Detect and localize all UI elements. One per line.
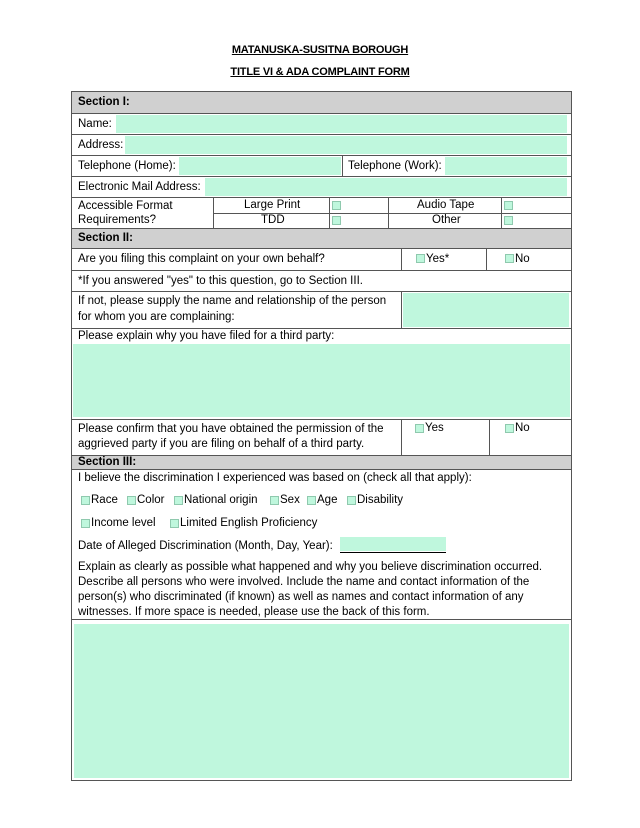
own-behalf-question: Are you filing this complaint on your own behalf? [78,253,325,265]
section-3-header [72,456,571,470]
believe-text: I believe the discrimination I experienced was based on (check all that apply): [78,472,472,484]
large-print-label: Large Print [244,199,301,211]
age-checkbox[interactable] [307,496,316,505]
color-checkbox[interactable] [127,496,136,505]
address-label: Address: [78,139,124,151]
own-behalf-yes-label: Yes* [426,253,450,265]
email-input[interactable] [205,178,567,196]
age-label: Age [317,494,338,506]
lep-checkbox[interactable] [170,519,179,528]
accessible-format-row [72,198,571,229]
phone-home-label: Telephone (Home): [78,160,176,172]
if-not-line-1: If not, please supply the name and relationship of the person [78,295,387,307]
if-not-line-2: for whom you are complaining: [78,311,235,323]
national-origin-label: National origin [184,494,258,506]
divider [401,249,402,270]
section-1-heading: Section I: [78,96,130,108]
phone-home-input[interactable] [179,157,341,175]
email-row [72,177,571,198]
other-checkbox[interactable] [504,216,513,225]
divider [342,156,343,176]
accessible-label-2: Requirements? [78,214,156,226]
explain-third-party-input[interactable] [73,344,570,417]
tdd-label: TDD [261,214,285,226]
email-label: Electronic Mail Address: [78,181,201,193]
audio-tape-label: Audio Tape [417,199,475,211]
sex-checkbox[interactable] [270,496,279,505]
income-level-checkbox[interactable] [81,519,90,528]
own-behalf-row [72,249,571,271]
explain-line-4: witnesses. If more space is needed, please use the back of this form. [78,606,430,618]
section-3-heading: Section III: [78,456,137,468]
race-checkbox[interactable] [81,496,90,505]
race-label: Race [91,494,118,506]
name-row [72,114,571,135]
complaint-form [71,91,572,781]
phone-work-input[interactable] [445,157,567,175]
org-title: MATANUSKA-SUSITNA BOROUGH [231,44,409,56]
discrimination-explanation-input[interactable] [74,624,569,778]
divider [401,420,402,455]
explain-third-party-label: Please explain why you have filed for a third party: [78,330,335,342]
date-input[interactable] [340,537,446,551]
national-origin-checkbox[interactable] [174,496,183,505]
third-party-name-row [72,292,571,329]
other-label: Other [432,214,461,226]
lep-label: Limited English Proficiency [180,517,318,529]
section-1-header [72,92,571,114]
note-row [72,271,571,292]
divider [401,292,402,328]
accessible-label-1: Accessible Format [78,200,173,212]
confirm-yes-checkbox[interactable] [415,424,424,433]
date-label: Date of Alleged Discrimination (Month, Day, Year): [78,540,333,552]
divider [489,420,490,455]
date-underline [340,552,446,553]
phone-work-label: Telephone (Work): [348,160,442,172]
color-label: Color [137,494,165,506]
form-title: TITLE VI & ADA COMPLAINT FORM [230,66,410,78]
confirm-permission-row [72,420,571,456]
confirm-no-checkbox[interactable] [505,424,514,433]
own-behalf-yes-checkbox[interactable] [416,254,425,263]
own-behalf-no-checkbox[interactable] [505,254,514,263]
section-2-header [72,229,571,249]
explain-third-party-row [72,329,571,420]
explain-line-2: Describe all persons who were involved. Include the name and contact information of the [78,576,530,588]
audio-tape-checkbox[interactable] [504,201,513,210]
discrimination-basis-block [72,470,571,620]
income-level-label: Income level [91,517,156,529]
explain-line-3: person(s) who discriminated (if known) as well as names and contact information of any [78,591,524,603]
address-input[interactable] [125,136,567,154]
confirm-no-label: No [515,422,530,434]
explain-line-1: Explain as clearly as possible what happened and why you believe discrimination occurred. [78,561,543,573]
section-2-heading: Section II: [78,232,133,244]
divider [486,249,487,270]
large-print-checkbox[interactable] [332,201,341,210]
name-input[interactable] [116,115,567,133]
confirm-line-2: aggrieved party if you are filing on behalf of a third party. [78,438,365,450]
telephone-row [72,156,571,177]
disability-label: Disability [357,494,404,506]
disability-checkbox[interactable] [347,496,356,505]
address-row [72,135,571,156]
confirm-line-1: Please confirm that you have obtained the permission of the [78,423,384,435]
name-label: Name: [78,118,112,130]
own-behalf-no-label: No [515,253,530,265]
third-party-name-input[interactable] [403,293,569,327]
tdd-checkbox[interactable] [332,216,341,225]
note-text: *If you answered "yes" to this question, go to Section III. [78,275,363,287]
sex-label: Sex [280,494,300,506]
confirm-yes-label: Yes [425,422,444,434]
